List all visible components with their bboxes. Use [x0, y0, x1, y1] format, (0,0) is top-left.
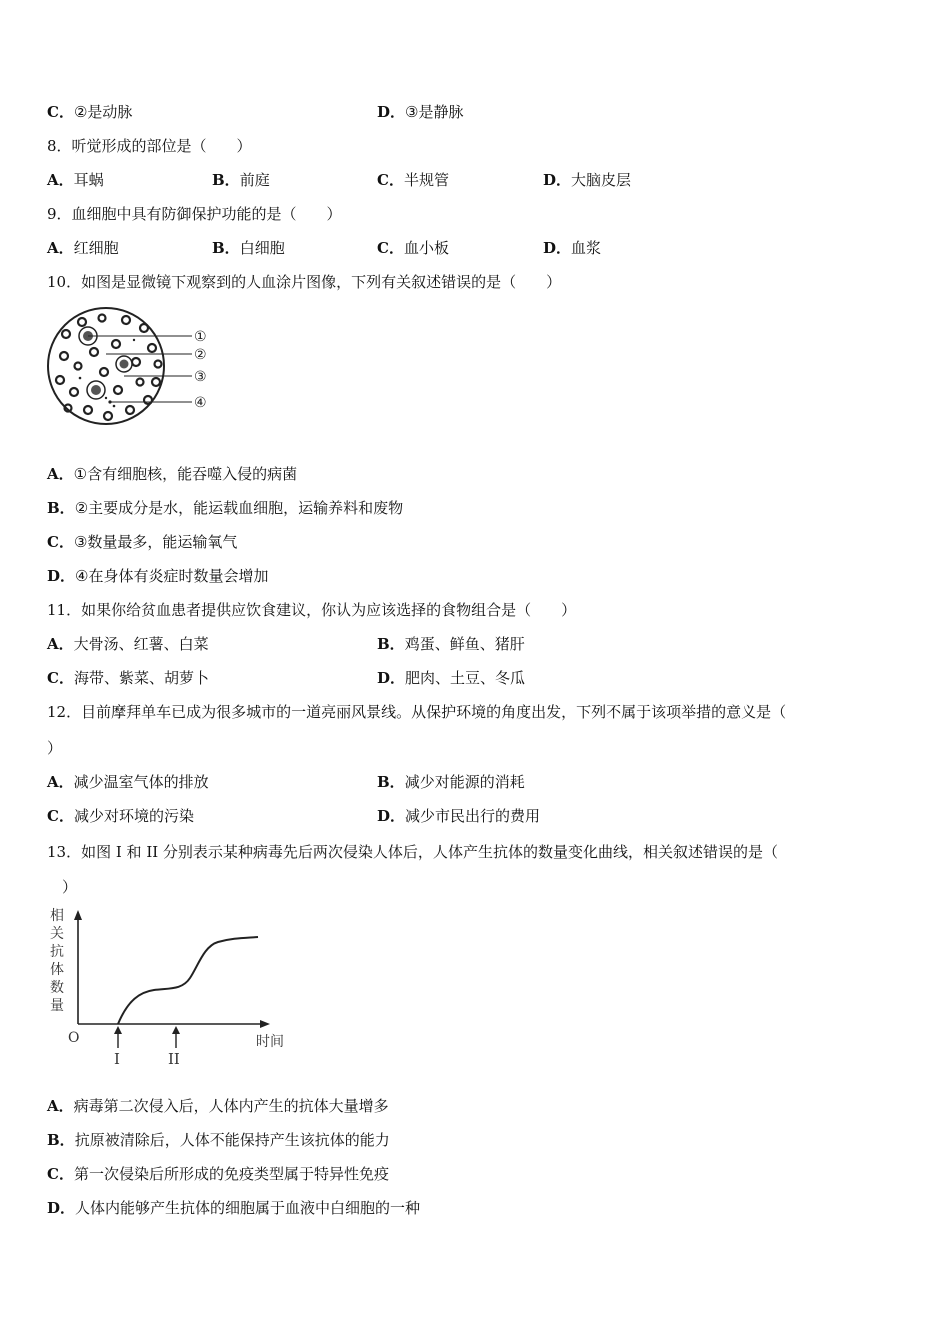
ylabel-char: 抗	[50, 944, 64, 960]
marker-1-arrow	[114, 1026, 122, 1034]
antibody-curve-figure	[44, 904, 296, 1068]
ylabel-char: 量	[50, 998, 64, 1014]
label-4: ④	[194, 395, 207, 411]
label-1: ①	[194, 329, 207, 345]
red-blood-cells	[56, 315, 162, 421]
marker-2-label: II	[168, 1050, 180, 1068]
q8-option-b: B．前庭	[212, 171, 270, 189]
blood-smear-figure	[44, 304, 220, 432]
ylabel-char: 关	[50, 926, 64, 942]
y-axis-arrow	[74, 910, 82, 920]
q10-option-a: A．①含有细胞核，能吞噬入侵的病菌	[47, 465, 298, 483]
q9-option-a: A．红细胞	[47, 239, 119, 257]
q10-option-d: D．④在身体有炎症时数量会增加	[47, 567, 269, 585]
q13-option-d: D．人体内能够产生抗体的细胞属于血液中白细胞的一种	[47, 1199, 421, 1217]
q9-option-c: C．血小板	[377, 239, 449, 257]
q9-stem: 9．血细胞中具有防御保护功能的是（ ）	[47, 205, 342, 223]
xaxis-label: 时间	[256, 1034, 284, 1050]
label-3: ③	[194, 369, 207, 385]
q12-option-c: C．减少对环境的污染	[47, 807, 194, 825]
origin-label: O	[68, 1030, 80, 1046]
q12-option-d: D．减少市民出行的费用	[377, 807, 541, 825]
q8-option-c: C．半规管	[377, 171, 449, 189]
q13-stem-line2: ）	[62, 878, 78, 896]
q12-stem-line2: ）	[47, 739, 63, 757]
q7-option-c: C．②是动脉	[47, 103, 133, 121]
q8-option-d: D．大脑皮层	[543, 171, 632, 189]
q13-option-a: A．病毒第二次侵入后，人体内产生的抗体大量增多	[47, 1097, 389, 1115]
q11-stem: 11．如果你给贫血患者提供应饮食建议，你认为应该选择的食物组合是（ ）	[47, 601, 577, 619]
label-2: ②	[194, 347, 207, 363]
q10-option-b: B．②主要成分是水，能运载血细胞，运输养料和废物	[47, 499, 404, 517]
x-axis-arrow	[260, 1020, 270, 1028]
white-blood-cells	[79, 327, 132, 399]
ylabel-char: 数	[50, 980, 64, 996]
ylabel-char: 相	[50, 908, 64, 924]
q12-option-b: B．减少对能源的消耗	[377, 773, 525, 791]
marker-2-arrow	[172, 1026, 180, 1034]
q12-stem-line1: 12．目前摩拜单车已成为很多城市的一道亮丽风景线。从保护环境的角度出发，下列不属于该项举措的意义是（	[47, 703, 787, 721]
q13-option-c: C．第一次侵染后所形成的免疫类型属于特异性免疫	[47, 1165, 389, 1183]
q9-option-b: B．白细胞	[212, 239, 285, 257]
q8-option-a: A．耳蜗	[47, 171, 104, 189]
q12-option-a: A．减少温室气体的排放	[47, 773, 209, 791]
q8-stem: 8．听觉形成的部位是（ ）	[47, 137, 252, 155]
q10-stem: 10．如图是显微镜下观察到的人血涂片图像，下列有关叙述错误的是（ ）	[47, 273, 562, 291]
q10-option-c: C．③数量最多，能运输氧气	[47, 533, 238, 551]
q11-option-d: D．肥肉、土豆、冬瓜	[377, 669, 526, 687]
ylabel-char: 体	[50, 962, 64, 978]
q13-option-b: B．抗原被清除后，人体不能保持产生该抗体的能力	[47, 1131, 390, 1149]
marker-1-label: I	[114, 1050, 120, 1068]
q11-option-a: A．大骨汤、红薯、白菜	[47, 635, 209, 653]
q9-option-d: D．血浆	[543, 239, 602, 257]
antibody-curve	[118, 937, 258, 1024]
q13-stem-line1: 13．如图 I 和 II 分别表示某种病毒先后两次侵染人体后，人体产生抗体的数量变化曲线，相关叙述错误的是（	[47, 843, 778, 861]
q7-option-d: D．③是静脉	[377, 103, 464, 121]
q11-option-c: C．海带、紫菜、胡萝卜	[47, 669, 209, 687]
q11-option-b: B．鸡蛋、鲜鱼、猪肝	[377, 635, 525, 653]
